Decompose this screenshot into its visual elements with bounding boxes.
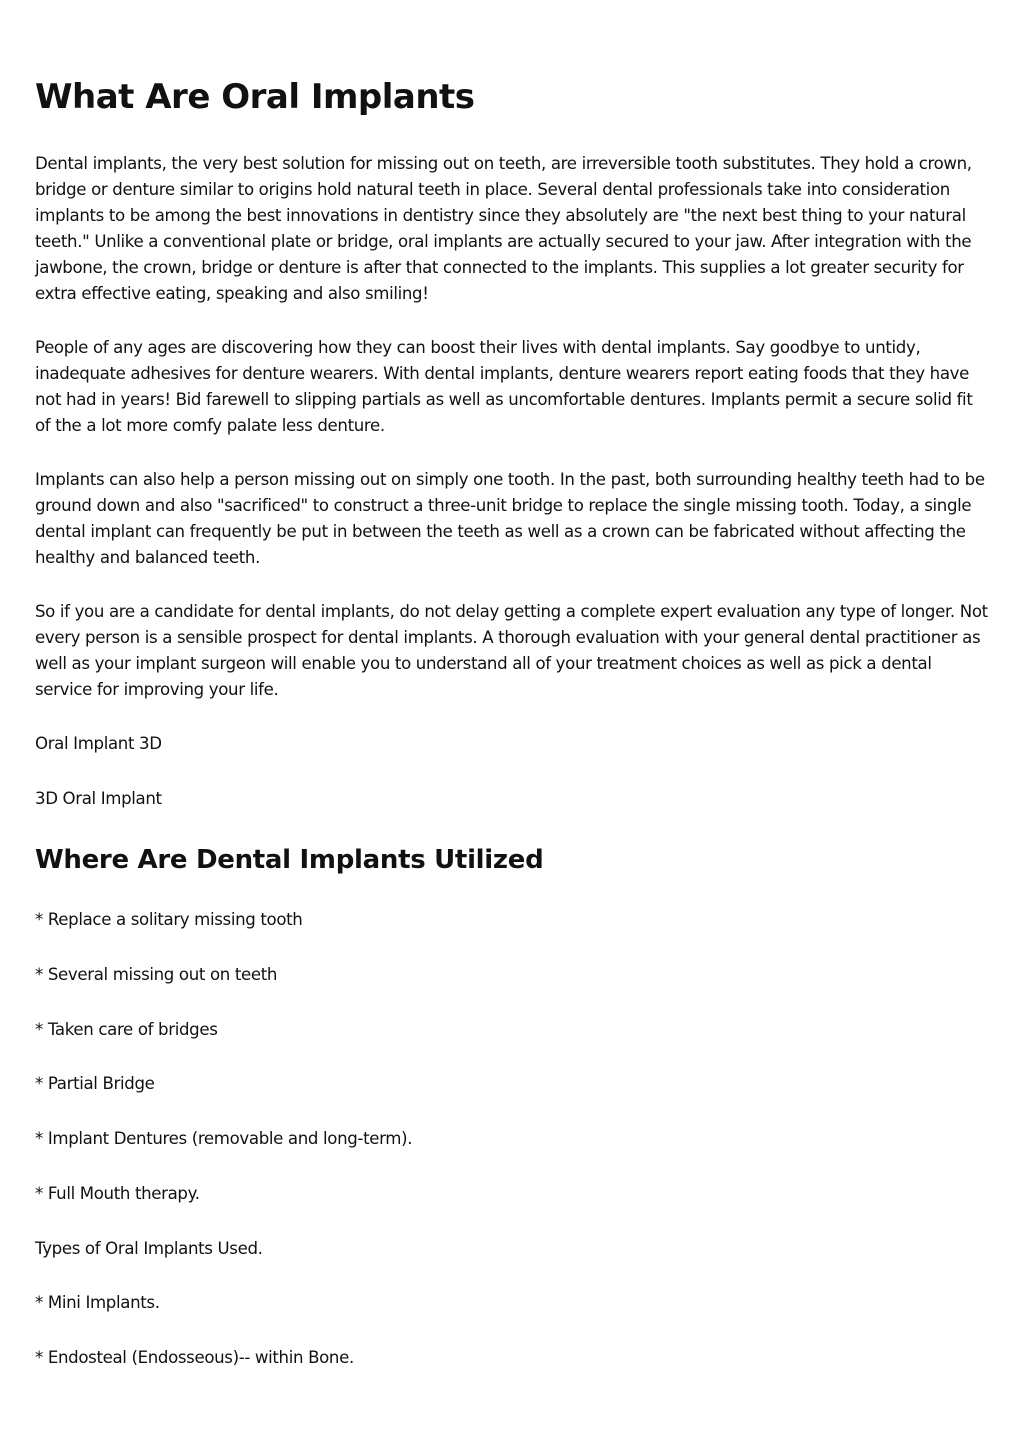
list-item: * Replace a solitary missing tooth (35, 910, 303, 929)
list-item: * Endosteal (Endosseous)-- within Bone. (35, 1348, 354, 1367)
list-item: * Full Mouth therapy. (35, 1184, 200, 1203)
list-item: * Partial Bridge (35, 1074, 155, 1093)
paragraph: Dental implants, the very best solution for missing out on teeth, are irreversible tooth substitutes. They hold a crown, bridge or denture similar to origins hold natural teeth in place. Several dental professionals take into consideration implants to be among the best innovations in dentistry since they absolutely are "the next best thing to your natural teeth." Unlike a conventional plate or bridge, oral implants are actually secured to your jaw. After integration with the jawbone, the crown, bridge or denture is after that connected to the implants. This supplies a lot greater security for extra effective eating, speaking and also smiling! (35, 154, 972, 303)
page-title: What Are Oral Implants (35, 77, 475, 117)
paragraph: 3D Oral Implant (35, 789, 162, 808)
list-item: * Mini Implants. (35, 1293, 160, 1312)
list-item: * Taken care of bridges (35, 1020, 218, 1039)
paragraph: Oral Implant 3D (35, 734, 162, 753)
paragraph: Implants can also help a person missing out on simply one tooth. In the past, both surrounding healthy teeth had to be ground down and also "sacrificed" to construct a three-unit bridge to replace the single missing tooth. Today, a single dental implant can frequently be put in between the teeth as well as a crown can be fabricated without affecting the healthy and balanced teeth. (35, 470, 985, 567)
paragraph: So if you are a candidate for dental implants, do not delay getting a complete expert evaluation any type of longer. Not every person is a sensible prospect for dental implants. A thorough evaluation with your general dental practitioner as well as your implant surgeon will enable you to understand all of your treatment choices as well as pick a dental service for improving your life. (35, 602, 988, 699)
section-title: Where Are Dental Implants Utilized (35, 845, 544, 875)
list-item: * Several missing out on teeth (35, 965, 278, 984)
list-item: * Implant Dentures (removable and long-term). (35, 1129, 413, 1148)
list-item: Types of Oral Implants Used. (35, 1239, 263, 1258)
paragraph: People of any ages are discovering how they can boost their lives with dental implants. Say goodbye to untidy, inadequate adhesives for denture wearers. With dental implants, denture wearers report eating foods that they have not had in years! Bid farewell to slipping partials as well as uncomfortable dentures. Implants permit a secure solid fit of the a lot more comfy palate less denture. (35, 338, 973, 435)
